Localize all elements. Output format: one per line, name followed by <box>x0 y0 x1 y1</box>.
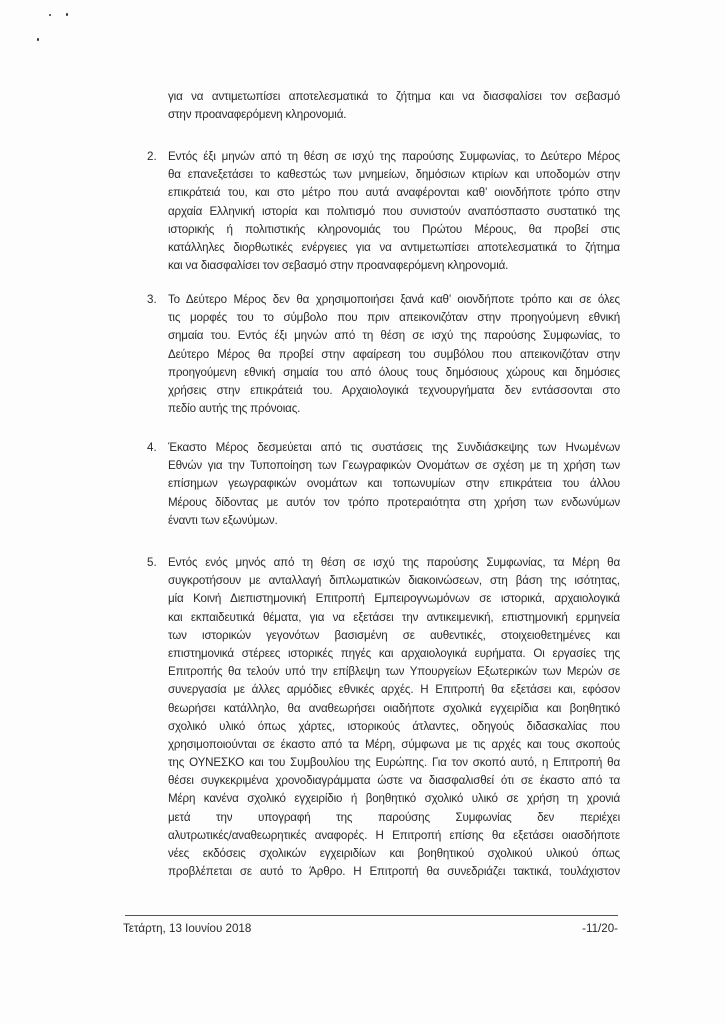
text-line: σημαία του. Εντός έξι μηνών από τη θέση σε ισχύ της παρούσης Συμφωνίας, το <box>168 329 620 343</box>
text-line: τις μορφές του το σύμβολο που πριν απεικονιζόταν στην προηγούμενη εθνική <box>168 311 620 325</box>
text-line: Μέρη κανένα σχολικό εγχειρίδιο ή βοηθητικό σχολικό υλικό σε χρήση τη χρονιά <box>168 792 620 806</box>
text-line: προηγούμενη εθνική σημαία του από όλους τους δημόσιους χώρους και δημόσιες <box>168 365 620 379</box>
text-line: επίσημων γεωγραφικών ονομάτων και τοπωνυμίων στην επικράτεια του άλλου <box>168 477 620 491</box>
text-line: μετά την υπογραφή της παρούσης Συμφωνίας δεν περιέχει <box>168 810 620 824</box>
text-line: επικράτειά του, και στο μέτρο που αυτά αναφέρονται καθ’ οιονδήποτε τρόπο στην <box>168 186 620 200</box>
paragraph-continuation <box>168 88 620 124</box>
text-line: Εντός έξι μηνών από τη θέση σε ισχύ της παρούσης Συμφωνίας, το Δεύτερο Μέρος <box>168 150 620 163</box>
paragraph-number: 3. <box>147 293 157 306</box>
text-line: στην προαναφερόμενη κληρονομιά. <box>168 108 347 122</box>
text-line: πεδίο αυτής της πρόνοιας. <box>168 402 301 416</box>
text-line: Εθνών για την Τυποποίηση των Γεωγραφικών Ονομάτων σε σχέση με τη χρήση των <box>168 459 620 473</box>
footer-divider <box>125 915 618 916</box>
text-line: των ιστορικών γεγονότων βασισμένη σε αυθεντικές, στοιχειοθετημένες και <box>168 628 620 642</box>
text-line: προβλέπεται σε αυτό το Άρθρο. Η Επιτροπή θα συνεδριάζει τακτικά, τουλάχιστον <box>168 865 620 879</box>
scan-speck <box>66 13 68 16</box>
text-line: χρήσεις στην επικράτειά του. Αρχαιολογικά τεχνουργήματα δεν εντάσσονται στο <box>168 383 620 397</box>
text-line: Επιτροπής θα τελούν υπό την επίβλεψη των Υπουργείων Εξωτερικών των Μερών σε <box>168 665 620 679</box>
text-line: επιστημονικά στέρεες ιστορικές πηγές και αρχαιολογικά ευρήματα. Οι εργασίες της <box>168 646 620 660</box>
paragraph-number: 2. <box>147 150 157 163</box>
text-line: θεωρήσει κατάλληλο, θα αναθεωρήσει οιαδήποτε σχολικά εγχειρίδια και βοηθητικό <box>168 701 620 715</box>
text-line: για να αντιμετωπίσει αποτελεσματικά το ζήτημα και να διασφαλίσει τον σεβασμό <box>168 90 620 103</box>
text-line: κατάλληλες διορθωτικές ενέργειες για να αντιμετωπίσει αποτελεσματικά το ζήτημα <box>168 240 620 254</box>
text-line: έναντι των εξωνύμων. <box>168 513 278 527</box>
text-line: θέσει συγκεκριμένα χρονοδιαγράμματα ώστε να διασφαλισθεί ότι σε έκαστο από τα <box>168 774 620 788</box>
paragraph-number: 4. <box>147 441 157 454</box>
text-line: σχολικό υλικό όπως χάρτες, ιστορικούς άτλαντες, οδηγούς διδασκαλίας που <box>168 719 620 733</box>
text-line: και εκπαιδευτικά θέματα, για να εξετάσει την αντικειμενική, επιστημονική ερμηνεία <box>168 610 620 624</box>
numbered-paragraph <box>147 554 620 881</box>
text-line: νέες εκδόσεις σχολικών εγχειριδίων και βοηθητικού σχολικού υλικού όπως <box>168 847 620 860</box>
text-line: χρησιμοποιούνται σε έκαστο από τα Μέρη, σύμφωνα με τις αρχές και τους σκοπούς <box>168 737 620 751</box>
numbered-paragraph <box>147 148 620 275</box>
text-line: συγκροτήσουν με ανταλλαγή διπλωματικών διακοινώσεων, στη βάση της ισότητας, <box>168 574 620 588</box>
text-line: συνεργασία με άλλες αρμόδιες εθνικές αρχές. Η Επιτροπή θα εξετάσει και, εφόσον <box>168 683 620 697</box>
text-line: Δεύτερο Μέρος θα προβεί στην αφαίρεση του συμβόλου που απεικονιζόταν στην <box>168 347 620 361</box>
text-line: Εντός ενός μηνός από τη θέση σε ισχύ της παρούσης Συμφωνίας, τα Μέρη θα <box>168 556 620 569</box>
numbered-paragraph <box>147 291 620 418</box>
text-line: ιστορικής ή πολιτιστικής κληρονομιάς του Πρώτου Μέρους, θα προβεί στις <box>168 222 620 236</box>
scan-speck <box>37 38 39 41</box>
text-line: αρχαία Ελληνική ιστορία και πολιτισμό που συνιστούν αναπόσπαστο συστατικό της <box>168 204 620 218</box>
scan-speck <box>49 14 51 16</box>
footer-date: Τετάρτη, 13 Ιουνίου 2018 <box>123 922 252 935</box>
text-line: της ΟΥΝΕΣΚΟ και του Συμβουλίου της Ευρώπης. Για τον σκοπό αυτό, η Επιτροπή θα <box>168 756 620 770</box>
text-line: Μέρους δίδοντας με αυτόν τον τρόπο προτεραιότητα στη χρήση των ενδωνύμων <box>168 495 620 509</box>
paragraph-number: 5. <box>147 556 157 569</box>
numbered-paragraph <box>147 439 620 530</box>
text-line: μία Κοινή Διεπιστημονική Επιτροπή Εμπειρογνωμόνων σε ιστορικά, αρχαιολογικά <box>168 592 620 606</box>
text-line: και να διασφαλίσει τον σεβασμό στην προαναφερόμενη κληρονομιά. <box>168 259 509 273</box>
text-line: Το Δεύτερο Μέρος δεν θα χρησιμοποιήσει ξανά καθ’ οιονδήποτε τρόπο και σε όλες <box>168 293 620 306</box>
text-line: θα επανεξετάσει το καθεστώς των μνημείων, δημόσιων κτιρίων και υποδομών στην <box>168 168 620 182</box>
text-line: Έκαστο Μέρος δεσμεύεται από τις συστάσεις της Συνδιάσκεψης των Ηνωμένων <box>168 441 620 454</box>
page-number: -11/20- <box>582 922 618 935</box>
text-line: αλυτρωτικές/αναθεωρητικές αναφορές. Η Επιτροπή επίσης θα εξετάσει οιασδήποτε <box>168 828 620 842</box>
